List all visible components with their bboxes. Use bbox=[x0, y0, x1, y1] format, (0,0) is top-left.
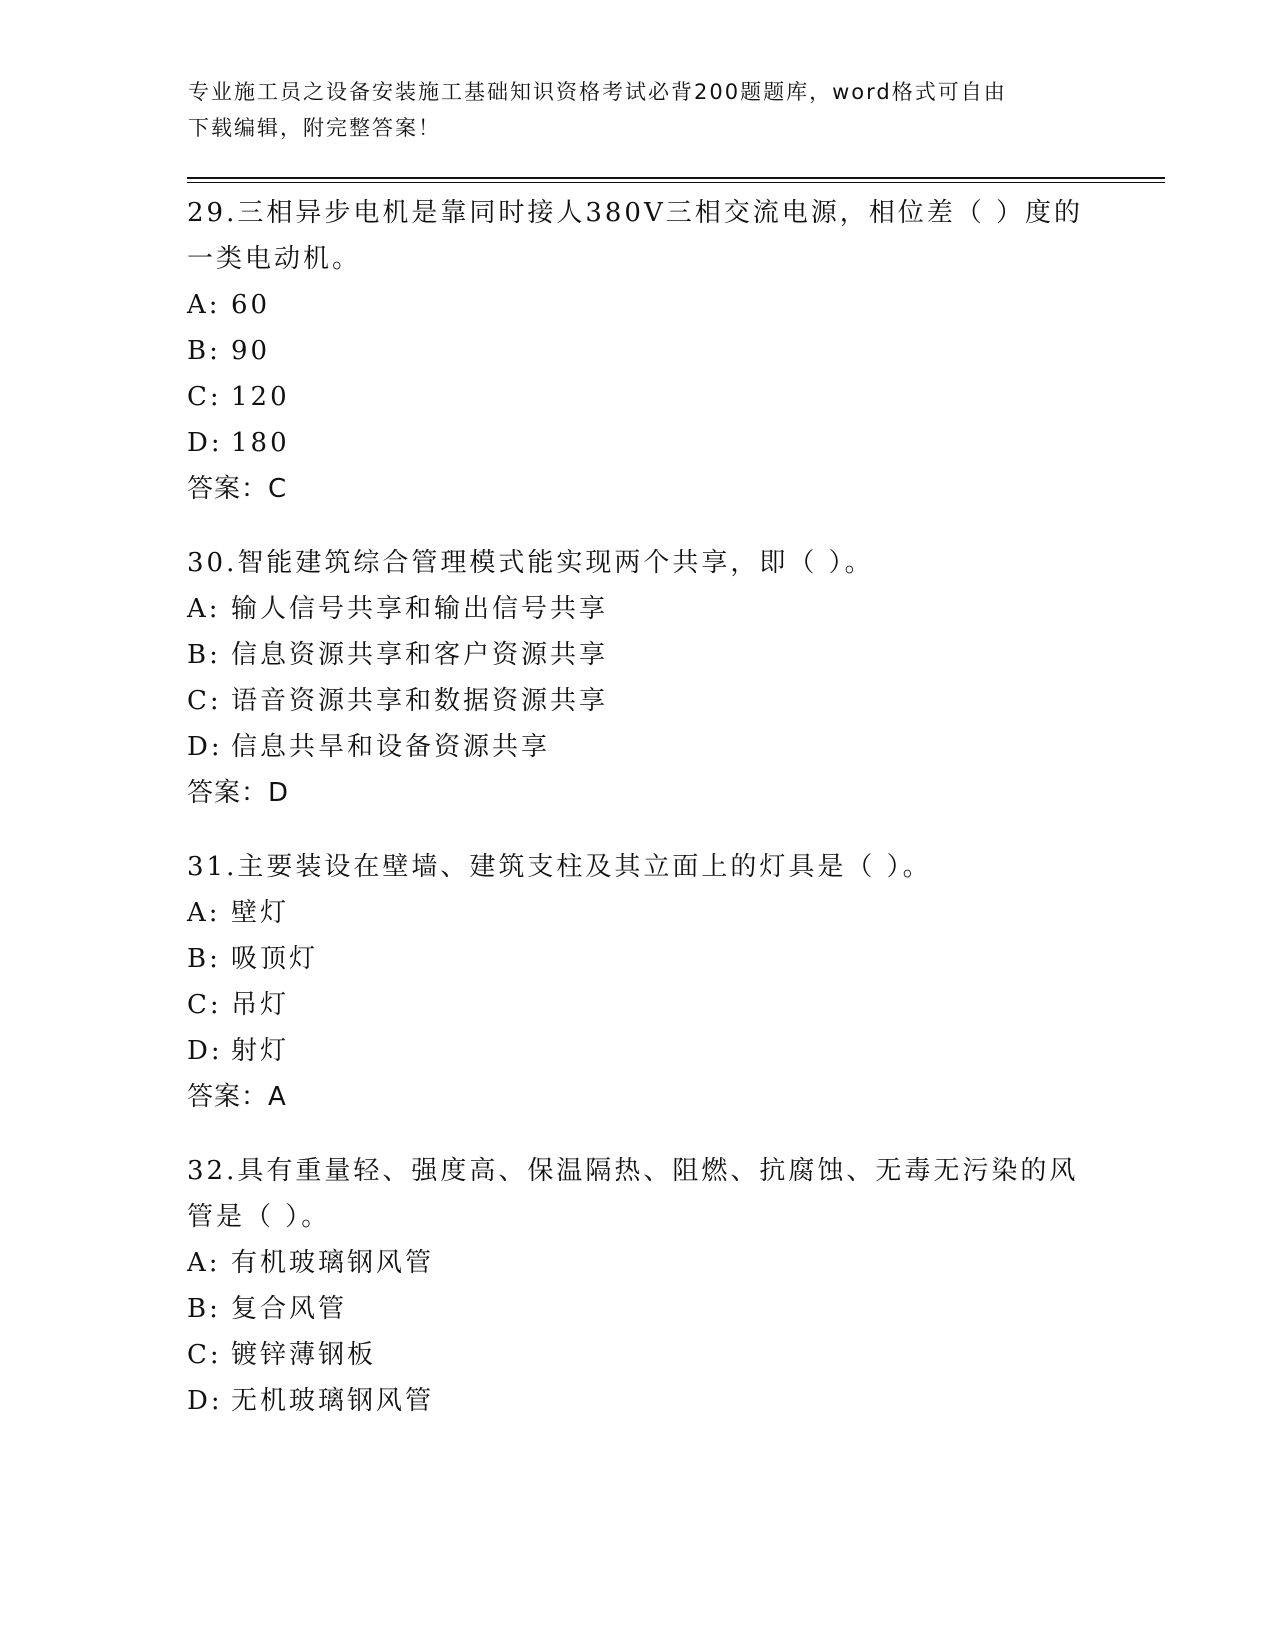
option-letter: D: bbox=[187, 1386, 223, 1416]
option-c bbox=[187, 982, 1087, 1028]
answer-line: 答案：A bbox=[187, 1082, 287, 1112]
question-stem bbox=[187, 190, 1087, 282]
question-30 bbox=[187, 540, 1087, 816]
option-text: 信息共旱和设备资源共享 bbox=[231, 732, 551, 762]
option-text: 无机玻璃钢风管 bbox=[231, 1386, 435, 1416]
option-text: 120 bbox=[231, 382, 290, 412]
option-text: 60 bbox=[231, 290, 271, 320]
option-letter: B: bbox=[187, 640, 221, 670]
option-letter: A: bbox=[187, 290, 221, 320]
option-letter: B: bbox=[187, 1294, 221, 1324]
option-b bbox=[187, 632, 1087, 678]
option-d bbox=[187, 1378, 1087, 1424]
option-letter: C: bbox=[187, 990, 222, 1020]
question-29 bbox=[187, 190, 1087, 512]
option-text: 射灯 bbox=[231, 1036, 290, 1066]
answer-line: 答案：C bbox=[187, 474, 288, 504]
option-letter: A: bbox=[187, 898, 221, 928]
option-letter: C: bbox=[187, 686, 222, 716]
option-a bbox=[187, 890, 1087, 936]
option-text: 镀锌薄钢板 bbox=[231, 1340, 377, 1370]
question-stem bbox=[187, 1148, 1087, 1240]
header-line-2: 下载编辑，附完整答案！ bbox=[188, 116, 441, 140]
header-divider-thick bbox=[187, 177, 1165, 179]
question-stem-line-2: 一类电动机。 bbox=[187, 244, 362, 274]
question-stem bbox=[187, 540, 1087, 586]
option-text: 吸顶灯 bbox=[231, 944, 319, 974]
option-text: 吊灯 bbox=[231, 990, 290, 1020]
option-b bbox=[187, 1286, 1087, 1332]
option-text: 语音资源共享和数据资源共享 bbox=[231, 686, 609, 716]
question-list bbox=[187, 190, 1087, 1452]
option-letter: B: bbox=[187, 944, 221, 974]
option-c bbox=[187, 374, 1087, 420]
option-d bbox=[187, 724, 1087, 770]
header-divider-thin bbox=[187, 182, 1165, 183]
question-stem-line-1: 29.三相异步电机是靠同时接人380V三相交流电源，相位差（ ）度的 bbox=[187, 198, 1084, 228]
option-letter: C: bbox=[187, 382, 222, 412]
option-c bbox=[187, 1332, 1087, 1378]
question-32 bbox=[187, 1148, 1087, 1424]
question-stem-line-1: 32.具有重量轻、强度高、保温隔热、阻燃、抗腐蚀、无毒无污染的风 bbox=[187, 1156, 1079, 1186]
option-letter: D: bbox=[187, 1036, 223, 1066]
option-text: 90 bbox=[231, 336, 271, 366]
option-a bbox=[187, 282, 1087, 328]
option-letter: C: bbox=[187, 1340, 222, 1370]
option-text: 输人信号共享和输出信号共享 bbox=[231, 594, 609, 624]
option-d bbox=[187, 420, 1087, 466]
header-line-1: 专业施工员之设备安装施工基础知识资格考试必背200题题库，word格式可自由 bbox=[188, 80, 1007, 104]
answer-line: 答案：D bbox=[187, 778, 290, 808]
option-c bbox=[187, 678, 1087, 724]
document-header bbox=[188, 74, 1068, 146]
question-stem-line-1: 30.智能建筑综合管理模式能实现两个共享，即（ ）。 bbox=[187, 548, 874, 578]
option-text: 有机玻璃钢风管 bbox=[231, 1248, 435, 1278]
option-letter: A: bbox=[187, 594, 221, 624]
option-a bbox=[187, 1240, 1087, 1286]
option-text: 180 bbox=[231, 428, 290, 458]
question-stem-line-1: 31.主要装设在壁墙、建筑支柱及其立面上的灯具是（ ）。 bbox=[187, 852, 932, 882]
option-letter: B: bbox=[187, 336, 221, 366]
question-31 bbox=[187, 844, 1087, 1120]
option-b bbox=[187, 936, 1087, 982]
option-a bbox=[187, 586, 1087, 632]
option-letter: A: bbox=[187, 1248, 221, 1278]
option-d bbox=[187, 1028, 1087, 1074]
option-letter: D: bbox=[187, 428, 223, 458]
option-b bbox=[187, 328, 1087, 374]
option-text: 信息资源共享和客户资源共享 bbox=[231, 640, 609, 670]
question-stem-line-2: 管是（ ）。 bbox=[187, 1202, 331, 1232]
question-stem bbox=[187, 844, 1087, 890]
option-text: 壁灯 bbox=[231, 898, 290, 928]
option-letter: D: bbox=[187, 732, 223, 762]
option-text: 复合风管 bbox=[231, 1294, 348, 1324]
